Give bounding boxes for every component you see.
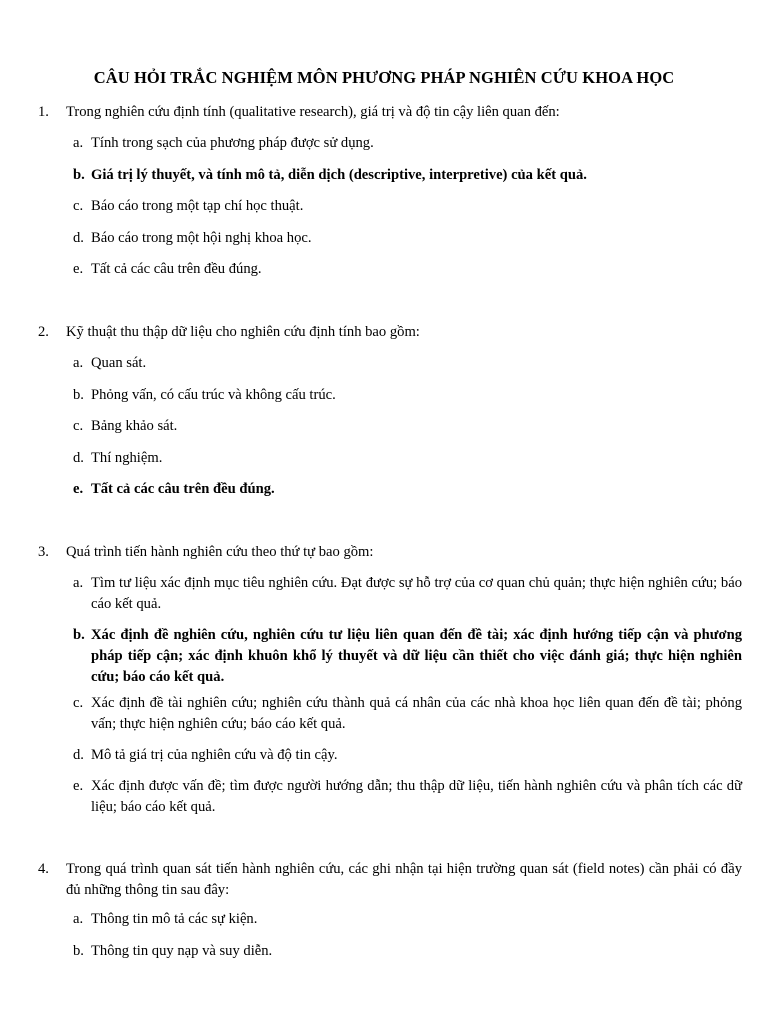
option-text: Mô tả giá trị của nghiên cứu và độ tin cậy. — [91, 747, 338, 763]
option-text: Thông tin mô tả các sự kiện. — [91, 911, 258, 927]
option-letter: a. — [73, 911, 84, 927]
option-text: Xác định đề tài nghiên cứu; nghiên cứu thành quả cá nhân của các nhà khoa học liên quan đến đề tài; phỏng vấn; thực hiện nghiên cứu; báo cáo kết quả. — [91, 695, 742, 732]
option-text: Báo cáo trong một tạp chí học thuật. — [91, 198, 304, 214]
option-text: Thí nghiệm. — [91, 450, 163, 466]
question-text: Trong quá trình quan sát tiến hành nghiên cứu, các ghi nhận tại hiện trường quan sát (field notes) cần phải có đầy đủ những thông tin sau đây: — [66, 861, 742, 898]
option-text: Phỏng vấn, có cấu trúc và không cấu trúc. — [91, 387, 336, 403]
option-text: Bảng khảo sát. — [91, 418, 178, 434]
option-letter: b. — [73, 387, 84, 403]
option-text: Quan sát. — [91, 355, 147, 371]
option-text: Thông tin quy nạp và suy diễn. — [91, 943, 273, 959]
option-letter: e. — [73, 261, 84, 277]
option-text: Xác định đề nghiên cứu, nghiên cứu tư liệu liên quan đến đề tài; xác định hướng tiếp cận và phương pháp tiếp cận; xác định khuôn khổ lý thuyết và dữ liệu cần thiết cho việc đánh giá; thực hiện nghiên cứu; báo cáo kết quả. — [91, 627, 742, 685]
question-number: 1. — [38, 104, 49, 120]
option-letter: a. — [73, 575, 84, 591]
option-letter: b. — [73, 167, 85, 183]
option-letter: e. — [73, 778, 84, 794]
option-text: Xác định được vấn đề; tìm được người hướng dẫn; thu thập dữ liệu, tiến hành nghiên cứu và phân tích các dữ liệu; báo cáo kết quả. — [91, 778, 742, 815]
option-letter: c. — [73, 418, 84, 434]
option-text: Báo cáo trong một hội nghị khoa học. — [91, 230, 312, 246]
question-number: 4. — [38, 861, 49, 877]
question-text: Kỹ thuật thu thập dữ liệu cho nghiên cứu định tính bao gồm: — [66, 324, 420, 340]
option-letter: c. — [73, 198, 84, 214]
option-text: Tính trong sạch của phương pháp được sử dụng. — [91, 135, 374, 151]
option-letter: d. — [73, 230, 84, 246]
option-letter: b. — [73, 627, 85, 643]
page-title: CÂU HỎI TRẮC NGHIỆM MÔN PHƯƠNG PHÁP NGHIÊN CỨU KHOA HỌC — [93, 68, 675, 87]
option-letter: b. — [73, 943, 84, 959]
option-text: Giá trị lý thuyết, và tính mô tả, diễn dịch (descriptive, interpretive) của kết quả. — [91, 167, 587, 183]
question-number: 3. — [38, 544, 49, 560]
question-number: 2. — [38, 324, 49, 340]
option-text: Tất cả các câu trên đều đúng. — [91, 481, 275, 497]
question-text: Trong nghiên cứu định tính (qualitative research), giá trị và độ tin cậy liên quan đến: — [66, 104, 560, 120]
option-text: Tất cả các câu trên đều đúng. — [91, 261, 262, 277]
question-text: Quá trình tiến hành nghiên cứu theo thứ tự bao gồm: — [66, 544, 374, 560]
option-letter: d. — [73, 747, 84, 763]
option-letter: c. — [73, 695, 84, 711]
option-letter: a. — [73, 135, 84, 151]
option-letter: d. — [73, 450, 84, 466]
option-letter: a. — [73, 355, 84, 371]
option-letter: e. — [73, 481, 84, 497]
option-text: Tìm tư liệu xác định mục tiêu nghiên cứu. Đạt được sự hỗ trợ của cơ quan chủ quản; thực hiện nghiên cứu; báo cáo kết quả. — [91, 575, 742, 612]
